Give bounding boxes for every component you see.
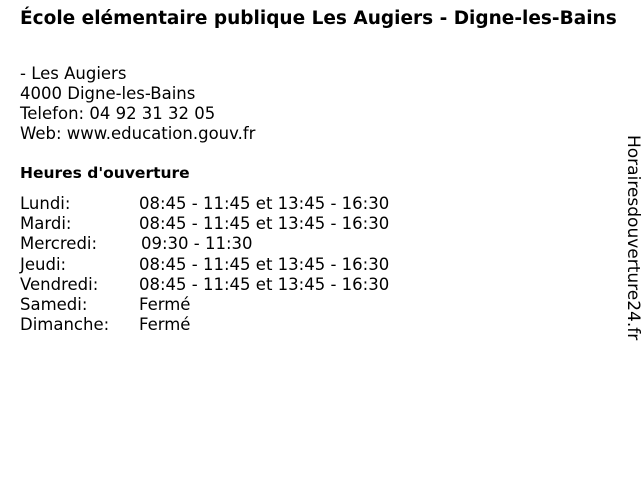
day-label: Samedi: [20,294,88,314]
day-hours: 08:45 - 11:45 et 13:45 - 16:30 [139,194,390,213]
day-hours: 08:45 - 11:45 et 13:45 - 16:30 [139,274,390,294]
day-hours: 09:30 - 11:30 [141,234,253,254]
day-hours: Fermé [139,315,191,335]
day-label: Jeudi: [20,254,67,274]
hours-heading: Heures d'ouverture [20,164,190,182]
day-label: Dimanche: [20,315,110,335]
address-block [20,64,255,144]
day-label: Mardi: [20,214,72,234]
day-label: Vendredi: [20,274,99,294]
page-title: École elémentaire publique Les Augiers - Digne-les-Bains [20,8,617,29]
day-hours: 08:45 - 11:45 et 13:45 - 16:30 [139,254,390,274]
address-city: 4000 Digne-les-Bains [20,84,196,103]
address-street: - Les Augiers [20,64,127,83]
day-label: Mercredi: [20,234,98,254]
phone-number: Telefon: 04 92 31 32 05 [20,104,216,123]
website: Web: www.education.gouv.fr [20,124,256,143]
site-watermark: Horairesdouverture24.fr [623,135,643,341]
day-hours: 08:45 - 11:45 et 13:45 - 16:30 [139,214,390,234]
day-label: Lundi: [20,194,71,213]
day-hours: Fermé [139,294,191,314]
